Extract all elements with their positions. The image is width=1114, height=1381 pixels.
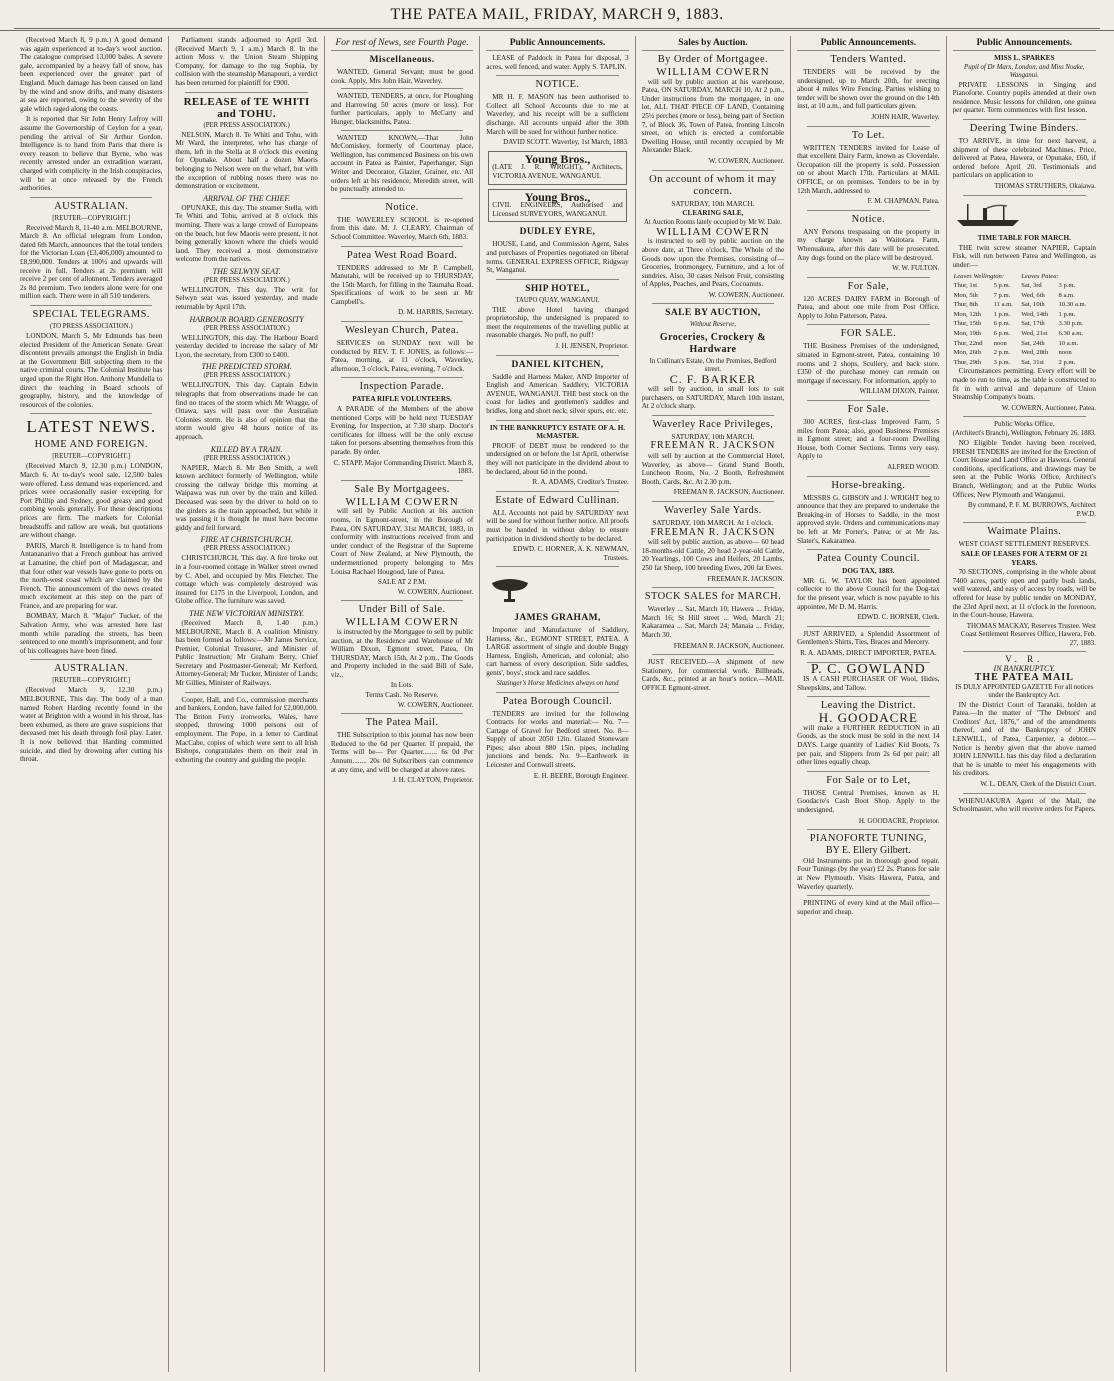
article-killed: KILLED BY A TRAIN. (PER PRESS ASSOCIATION.) NAPIER, March 8. Mr Ben Smith, a well known architect formerly of Wellington, while crossing the railway bridge this morning at Waipawa was run over by the train and killed. Deceased was seen by the driver to hold on to the girders as the train approached, but while it was passing it is thought he must have become giddy and fell forward. bbox=[175, 444, 318, 532]
ad-race-privileges: Waverley Race Privileges, SATURDAY, 10th MARCH. FREEMAN R. JACKSON will sell by auction at the Commercial Hotel, Waverley, as above— Grand Stand Booth, Luncheon Room, No. 2 Booth, Refreshment Booth, Cards, &c. At 2.30 p.m. FREEMAN R. JACKSON, Auctioneer. bbox=[641, 418, 785, 497]
timetable-cell: Wed, 28th bbox=[1021, 349, 1049, 357]
timetable-cell: 6 p.m. bbox=[993, 320, 1011, 328]
timetable-cell: Thur, 8th bbox=[953, 301, 978, 309]
ad-young-bros-engineers: Young Bros., CIVIL ENGINEERS, Authorised and Licensed SURVEYORS, WANGANUI. bbox=[488, 189, 626, 223]
ad-notice-school: Notice. THE WAVERLEY SCHOOL is re-opened from this date. M. J. CLEARY, Chairman of School Committee. Waverley, March 6th, 1883. bbox=[330, 201, 474, 241]
column-2 bbox=[169, 36, 324, 1372]
timetable-row bbox=[953, 329, 1096, 339]
timetable-cell: Wed, 14th bbox=[1021, 310, 1049, 318]
article-wool-auction: (Received March 8, 9 p.m.) A good demand was again experienced at to-day's wool auction. The catalogue comprised 13,000 bales. A severe gale, accompanied by a heavy fall of snow, has been experienced over the greater part of England. Much damage has been caused on land by the wind and snow drifts, and many disasters at sea are reported, owing to the severity of the gale which raged along the coasts. It is reported that Sir John Henry Lefroy will assume the Governorship of Ceylon for a year, pending the arrival of Sir Arthur Gordon. Intelligence is to hand from Paris that there is every reason to believe that Byrne, who was recently arrested under an extradition warrant, charged with complicity in the Irish conspiracies, will be at once released by the French authorities. bbox=[20, 36, 163, 193]
article-parliament: Parliament stands adjourned to April 3rd. (Received March 9, 1 a.m.) March 8. In the action Moss v. the Union Steam Shipping Company, for damage to the tug Sophia, by collision with the steamship Manapouri, a verdict has been returned for plaintiff for £900. bbox=[175, 36, 318, 87]
timetable-cell: Mon, 5th bbox=[953, 291, 978, 299]
timetable-cell: 10 a.m. bbox=[1058, 339, 1079, 347]
timetable-row bbox=[953, 358, 1096, 368]
ad-county-council: Patea County Council. DOG TAX, 1883. MR G. W. TAYLOR has been appointed collector to the above Council for the Dog-tax for the present year, which is now payable to his appointee, Mr D. M. Harris. EDWD. C. HORNER, Clerk. bbox=[797, 553, 940, 622]
timetable-cell: Sat, 24th bbox=[1021, 339, 1045, 347]
ad-just-received: JUST RECEIVED.—A shipment of new Stationery, for commercial work. Billheads, Cards, &c., printed at an hour's notice.—MAIL OFFICE Egmont-street. bbox=[641, 658, 785, 692]
timetable-row bbox=[953, 348, 1096, 358]
ad-estate-cullinan: Estate of Edward Cullinan. ALL Accounts not paid by SATURDAY next will be sued for without further notice. All proofs must be handed in without delay to ensure participation in dividend shortly to be declared. EDWD. C. HORNER, A. K. NEWMAN, Trustees. bbox=[486, 494, 629, 562]
timetable-cell: Sat, 17th bbox=[1021, 320, 1045, 328]
timetable-cell: 5 p.m. bbox=[993, 282, 1011, 290]
article-ministry: THE NEW VICTORIAN MINISTRY. (Received March 8, 1.40 p.m.) MELBOURNE, March 8. A coalition Ministry has been formed as follows:—Mr James Service, Premier, Colonial Treasurer, and Minister of Public Instruction; Mr Graham Berry, Chief Secretary and Postmaster-General; Mr Kerford, Attorney-General; Mr Tucker, Minister of Lands; Mr Gillies, Minister of Railways. bbox=[175, 608, 318, 688]
ad-gowland: P. C. GOWLAND IS A CASH PURCHASER OF Wool, Hides, Sheepskins, and Tallow. bbox=[797, 661, 940, 692]
column-3 bbox=[325, 36, 480, 1372]
ad-just-arrived: JUST ARRIVED, a Splendid Assortment of Gentlemen's Shirts, Ties, Braces and Mercery. R. A. ADAMS, DIRECT IMPORTER, PATEA. bbox=[797, 629, 940, 657]
column-5 bbox=[636, 36, 791, 1372]
timetable-cell: Mon, 12th bbox=[953, 310, 982, 318]
timetable-row bbox=[953, 300, 1096, 310]
timetable-cell: 10.30 a.m. bbox=[1058, 301, 1087, 309]
column-7-header: Public Announcements. bbox=[953, 36, 1096, 51]
article-arrival: ARRIVAL OF THE CHIEF. OPUNAKE, this day. The steamer Stella, with Te Whiti and Tohu, arrived at 8 o'clock this morning. There was a large crowd of Europeans on the beach, but few Maoris were present, it not being generally known where the chiefs would land. They received a most demonstrative welcome from the natives. bbox=[175, 193, 318, 264]
column-7 bbox=[947, 36, 1102, 1372]
ad-daniel-kitchen: DANIEL KITCHEN, Saddle and Harness Maker, AND Importer of English and American Saddlery, VICTORIA AVENUE, WANGANUI. THE best stock on the coast for ladies and gentlemen's saddles and bridles, long and short neck; silver spurs, etc. etc. bbox=[486, 359, 629, 416]
timetable-cell: 3 p.m. bbox=[993, 358, 1011, 366]
ad-waimate-plains: Waimate Plains. WEST COAST SETTLEMENT RESERVES. SALE OF LEASES FOR A TERM OF 21 YEARS. 70 SECTIONS, comprising in the whole about 7400 acres, partly open and partly bush lands, well watered, and easy of access by roads, will be offered for lease by public tender on MONDAY, the 23rd April next, at 11 o'clock in the forenoon, in the Court-house, Hawera. THOMAS MACKAY, Reserves Trustee. West Coast Settlement Reserves Office, Hawera, Feb. 27, 1883. bbox=[952, 526, 1096, 647]
column-4 bbox=[480, 36, 635, 1372]
ad-trespass-notice: Notice. ANY Persons trespassing on the property in my charge known as Waitotara Farm, Whenuakura, after this date will be prosecuted. Any dogs found on the place will be destroyed. W. W. FULTON. bbox=[797, 213, 940, 273]
timetable-cell: noon bbox=[993, 339, 1007, 347]
timetable-cell: Sat, 3rd bbox=[1021, 282, 1042, 290]
timetable-cell: Mon, 26th bbox=[953, 349, 982, 357]
article-selwyn: THE SELWYN SEAT. (PER PRESS ASSOCIATION.) WELLINGTON, This day. The writ for Selwyn seat was issued yesterday, and made returnable by April 17th. bbox=[175, 266, 318, 312]
timetable-row bbox=[953, 310, 1096, 320]
ad-james-graham: JAMES GRAHAM, Importer and Manufacturer of Saddlery, Harness, &c., EGMONT STREET, PATEA. A LARGE assortment of single and double Buggy Harness, English, American, and colonial; also cart harness of every description. Side saddles, gents', boys', stock and race saddles. Slazinger's Horse Medicines always on hand bbox=[486, 612, 629, 687]
timetable-cell: Wed, 21st bbox=[1021, 330, 1048, 338]
timetable-cell: 2 p.m. bbox=[993, 349, 1011, 357]
masthead: THE PATEA MAIL, FRIDAY, MARCH 9, 1883. bbox=[0, 0, 1114, 31]
ad-dudley-eyre: DUDLEY EYRE, HOUSE, Land, and Commission Agent, Sales and purchases of Properties negotiated on liberal terms. GENERAL EXPRESS OFFICE, Ridgway St, Wanganui. bbox=[486, 227, 629, 275]
ad-ship-hotel: SHIP HOTEL, TAUPO QUAY, WANGANUI. THE above Hotel having changed proprietorship, the undersigned is prepared to meet the requirements of the travelling public at reasonable charges. No puff, no puff! J. H. JENSEN, Proprietor. bbox=[486, 283, 629, 351]
ad-deering-twine: Deering Twine Binders. TO ARRIVE, in time for next harvest, a shipment of these celebrated Machines. Price, delivered at Patea, Hawera, or Opunake, £60, if ordered before April 20. Testimonials and particulars on application to THOMAS STRUTHERS, Okaiawa. bbox=[952, 122, 1096, 190]
ad-bill-of-sale: Under Bill of Sale. WILLIAM COWERN is instructed by the Mortgagee to sell by public auction, at the Residence and Warehouse of Mr William Dixon, Egmont street, Patea, On THURSDAY, March 15th, At 2 p.m., The Goods and Property included in the said Bill of Sale, viz., In Lots. Terms Cash. No Reserve. W. COWERN, Auctioneer. bbox=[330, 604, 474, 709]
article-commercial: Cooper, Hall, and Co., commission merchants and bankers, London, have failed for £2,000,000. The Briton Ferry ironworks, Wales, have stopped, throwing 1000 persons out of employment. The Pope, in a letter to Cardinal MacCabe, copies of which were sent to all Irish Bishops, congratulates them on their zeal in exhorting the country and guiding the people. bbox=[175, 695, 318, 764]
ad-rifle-volunteers: Inspection Parade. PATEA RIFLE VOLUNTEERS. A PARADE of the Members of the above mentioned Corps will be held next TUESDAY Evening, for Inspection, at 7.30 sharp. Doctor's certificates for illness will be the only excuse taken for persons absenting themselves from this parade. By order. C. STAPP, Major Commanding District. March 8, 1883. bbox=[330, 381, 474, 476]
ad-sale-mortgagees: Sale By Mortgagees. WILLIAM COWERN will sell by Public Auction at his auction rooms, in Egmont-street, in the Borough of Patea, ON SATURDAY, 31st MARCH, 1883, in conformity with instructions received from and under conduct of the Registrar of the Supreme Court of New Zealand, at New Plymouth, the undermentioned property belonging to Mrs Louisa Rachael Hougood, late of Patea. SALE AT 2 P.M. W. COWERN, Auctioneer. bbox=[330, 483, 474, 596]
ad-sale-yards: Waverley Sale Yards. SATURDAY, 10th MARCH. At 1 o'clock. FREEMAN R. JACKSON will sell by public auction, as above— 60 head 18-months-old Cattle, 20 head 2-year-old Cattle, 20 Yearlings, 100 Cows and Heifers, 20 Lambs, 250 fat Sheep, 100 breeding Ewes, 200 fat Ewes. FREEMAN R. JACKSON. bbox=[641, 505, 785, 583]
timetable-cell: Mon, 19th bbox=[953, 330, 982, 338]
heading-release: RELEASE of TE WHITI and TOHU. bbox=[183, 95, 310, 120]
article-australian: AUSTRALIAN. [REUTER—COPYRIGHT.] Received March 8, 11-40 a.m. MELBOURNE, March 8. An official telegram from London, dated 6th March, announces that the total tenders for the Victorian Loan (£3,406,000) amounted to £8,990,000. Tenders at 100½ and upwards will receive in full. Tenders at 2s premium will receive 2 per cent of allotment. Tenders averaged 2s 8d premium. Two tenders alone were for one million each. There were in all 510 tenderers. bbox=[20, 200, 163, 301]
ad-bankrupt-mcmaster: IN THE BANKRUPTCY ESTATE OF A. H. McMASTER. PROOF of DEBT must be rendered to the undersigned on or before the 1st April, otherwise they will not participate in the dividend about to be declared, about 6d in the pound. R. A. ADAMS, Creditor's Trustee. bbox=[486, 423, 629, 487]
timetable-cell: 11 a.m. bbox=[993, 301, 1013, 309]
heading-latest-news: LATEST NEWS. bbox=[26, 417, 157, 437]
column-4-header: Public Announcements. bbox=[486, 36, 628, 51]
column-3-header: For rest of News, see Fourth Page. bbox=[331, 36, 473, 51]
timetable-cell: 1 p.m. bbox=[993, 310, 1011, 318]
ad-leaving-district: Leaving the District. H. GOODACRE will make a FURTHER REDUCTION in all Goods, as the stock must be sold in the next 14 DAYS. Large quantity of Ladies' Kid Boots, 7s per pair, and Slippers from 2s 6d per pair; all other lines equally cheap. bbox=[797, 700, 940, 767]
article-australian-2: AUSTRALIAN. [REUTER—COPYRIGHT.] (Received March 9, 12.30 p.m.) MELBOURNE, This day. The body of a man named Robert Harding recently found in the water at Brighton with a wound in his throat, has been exhumed, as there are grave suspicions that deceased met his death through foul play. Later. It is now believed that Harding committed suicide, and died by drowning after cutting his throat. bbox=[20, 663, 163, 764]
ad-groceries-auction: SALE BY AUCTION, Without Reserve, Groceries, Crockery & Hardware In Cullinan's Estate, On the Premises, Bedford street. C. F. BARKER will sell by auction, in small lots to suit purchasers, on SATURDAY, March 10th instant, At 2 o'clock sharp. bbox=[641, 308, 785, 411]
timetable-cell: 2 p.m. bbox=[1058, 358, 1076, 366]
timetable-row bbox=[953, 281, 1096, 291]
timetable-cell: Thur, 15th bbox=[953, 320, 982, 328]
article-fire: FIRE AT CHRISTCHURCH. (PER PRESS ASSOCIATION.) CHRISTCHURCH, This day. A fire broke out in a four-roomed cottage in Walker street owned by C. Abel, and occupied by Mrs Fletcher. The cottage which was completely destroyed was insured for £175 in the Liverpool, London, and Globe office. The furniture was saved. bbox=[175, 535, 318, 606]
timetable-cell: noon bbox=[1058, 349, 1072, 357]
ad-miss-sparkes: MISS L. SPARKES Pupil of Dr Marx, London, and Miss Noake, Wanganui. PRIVATE LESSONS in Singing and Pianoforte. Country pupils attended at their own residence. Music lessons for children, one guinea per quarter. Term commences with first lesson. bbox=[952, 54, 1096, 115]
columns bbox=[14, 36, 1102, 1372]
heading-special-telegrams: SPECIAL TELEGRAMS. bbox=[32, 309, 150, 321]
timetable-cell: 3 p.m. bbox=[1058, 282, 1076, 290]
ad-mortgagee-sale: By Order of Mortgagee. WILLIAM COWERN will sell by public auction at his warehouse, Patea, ON SATURDAY, MARCH 10, At 2 p.m., Under instructions from the mortgagee, in one lot, ALL THAT PIECE OF LAND, Containing 25½ perches (more or less), being part of Section 7, of Block 36, Town of Patea, fronting Lincoln street, on which is erected a comfortable Dwelling House, until recently occupied by Mr Alexander Black. W. COWERN, Auctioneer. bbox=[641, 54, 785, 165]
timetable-cell: Thur, 22nd bbox=[953, 339, 983, 347]
column-6-header: Public Announcements. bbox=[797, 36, 939, 51]
timetable-row bbox=[953, 319, 1096, 329]
article-latest-news: LATEST NEWS. HOME AND FOREIGN. [REUTER—COPYRIGHT.] (Received March 9, 12.30 p.m.) LONDON, March 6. At to-day's wool sale, 12,500 bales were offered. Less demand was experienced, and prices were occasionally easier excepting for Port Phillip and Sydney, good greasy and good combing wools generally. For these descriptions prices are firm. The markets for Colonial breadstuffs and tallow are weak, but quotations are without change. PARIS, March 8. Intelligence is to hand from Antananarivo that a French gunboat has arrived at Lamatine, the chief port of Madagascar, and that four other war vessels have gone to ports on the north-west coast which are claimed by the French. The announcement of the news created much excitement at this step on the part of France, and are preparing for war. BOMBAY, March 8. "Major" Tucker, of the Salvation Army, who was arrested here last month while parading the streets, has been sentenced to one month's imprisonment, and four of his colleagues have been fined. bbox=[20, 417, 163, 655]
article-special-telegrams: SPECIAL TELEGRAMS. (TO PRESS ASSOCIATION.) LONDON, March 5. Mr Edmunds has been elected President of the American Senate. Great discontent prevails amongst the English in India at the Government Bill subjecting them to the native criminal courts. The Colonial Institute has urged upon the Right Hon. Anthony Mundella to direct the teaching in Board schools of geography, history, and the knowledge of resources of the colonies. bbox=[20, 309, 163, 409]
ad-notice-mason: NOTICE. MR H. F. MASON has been authorised to Collect all School Accounts due to me at Waverley, and his receipt will be a sufficient discharge. All accounts unpaid after the 30th March will be sued for without further notice. DAVID SCOTT. Waverley, 1st March, 1883. bbox=[486, 79, 629, 147]
ad-horse-breaking: Horse-breaking. MESSRS G. GIBSON and J. WRIGHT beg to announce that they are prepared to undertake the Breaking-in of Horses to Saddle, in the most approved style. Orders and communications may be left at Mr Porter's, Patea; or at Mr Jas. Slater's, Kakaramea. bbox=[797, 479, 940, 545]
ad-piano-tuning: PIANOFORTE TUNING, BY E. Ellery Gilbert. Old Instruments put in thorough good repair. Four Tunings (by the year) £2 2s. Pianos for sale at New Plymouth. Visits Hawera, Patea, and Waverley quarterly. bbox=[797, 833, 940, 891]
ad-bankruptcy: V. R. IN BANKRUPTCY. THE PATEA MAIL IS DULY APPOINTED GAZETTE For all notices under the Bankruptcy Act. IN the District Court of Taranaki, holden at Patea.—In the matter of "The Debtors' and Creditors' Act, 1876," and of the amendments thereof, and of the Bankruptcy of JOHN LENWILL, of Patea, Carpenter, a debtor.—Notice is hereby given that the above named JOHN LENWILL has this day filed a declaration that he is unable to meet his engagements with his creditors. W. L. DEAN, Clerk of the District Court. bbox=[952, 654, 1096, 788]
steamer-illustration bbox=[953, 202, 1023, 228]
ad-300-acres: For Sale. 300 ACRES, first-class Improved Farm, 5 miles from Patea; also, good Business Premises in Egmont street; and a four-room Dwelling House, both Corner Sections. Terms very easy. Apply to ALFRED WOOD. bbox=[797, 404, 940, 471]
timetable: Leaves Wellington: Leaves Patea: Thur, 1st 5 p.m. Sat, 3rd 3 p.m. Mon, 5th 7 p.m. Wed, 6th 8 a.m. Thur, 8th 11 a.m. Sat, 10th 10.30 a.m. Mon, 12th 1 p.m. Wed, 14th 1 p.m. Thur, 15th 6 p.m. Sat, 17th 3.30 p.m. Mon, 19th 6 p.m. Wed, 21st 6.30 a.m. Thur, 22nd noon Sat, 24th 10 a.m. Mon, 26th 2 p.m. Wed, 28th noon Thur, 29th 3 p.m. Sat, 31st 2 p.m. bbox=[953, 272, 1096, 368]
ad-patea-mail: The Patea Mail. THE Subscription to this journal has now been Reduced to the 6d per Quarter. If prepaid, the Terms will be— Per Quarter........ 6s 0d Per Annum........ 20s 0d Subscribers can commence at any time, and will be charged at above rates. J. H. CLAYTON, Proprietor. bbox=[330, 717, 474, 785]
timetable-cell: Wed, 6th bbox=[1021, 291, 1045, 299]
timetable-row bbox=[953, 339, 1096, 349]
timetable-body bbox=[953, 281, 1096, 367]
timetable-cell: Thur, 29th bbox=[953, 358, 982, 366]
article-storm: THE PREDICTED STORM. (PER PRESS ASSOCIATION.) WELLINGTON, This day. Captain Edwin telegraphs that from observations made he can find no traces of the storm which Mr Wragge, of Ottawa, says will pass over the Australian Colonies storm. He is also of opinion that the storm would give 48 hours notice of its approach. bbox=[175, 362, 318, 441]
ad-sale-or-let: For Sale or to Let, THOSE Central Premises, known as H. Goodacre's Cash Boot Shop. Apply to the undersigned, H. GOODACRE, Proprietor. bbox=[797, 774, 940, 825]
article-harbour: HARBOUR BOARD GENEROSITY (PER PRESS ASSOCIATION.) WELLINGTON, this day. The Harbour Board yesterday decided to increase the salary of Mr Lyon, the secretary, from £300 to £400. bbox=[175, 314, 318, 359]
timetable-cell: 1 p.m. bbox=[1058, 310, 1076, 318]
saddle-illustration bbox=[486, 573, 534, 603]
timetable-cell: 8 a.m. bbox=[1058, 291, 1075, 299]
ad-to-let: To Let. WRITTEN TENDERS invited for Lease of that excellent Dairy Farm, known as Cloverdale. Occupation till the property is sold. Possession on or about March 17th. Particulars at MAIL OFFICE, or on premises. Tenders to be in by 12th March, addressed to F. M. CHAPMAN, Patea. bbox=[797, 129, 940, 206]
ad-road-board: Patea West Road Board. TENDERS addressed to Mr P. Campbell, Manutahi, will be received up to THURSDAY, the 15th March, for filling in the Taumaha Road. Specifications of work to be seen at Mr Campbell's. D. M. HARRIS, Secretary. bbox=[330, 249, 474, 317]
timetable-cell: Sat, 31st bbox=[1021, 358, 1044, 366]
timetable-cell: 7 p.m. bbox=[993, 291, 1011, 299]
ad-tenders-wanted: Tenders Wanted. TENDERS will be received by the undersigned, up to March 20th, for erecting about 4 miles Wire Fencing. Parties wishing to tender will be shown over the ground on the 14th inst, at 10 a.m., and full particulars given. JOHN HAIR, Waverley. bbox=[797, 54, 940, 121]
timetable-row bbox=[953, 291, 1096, 301]
timetable-cell: 3.30 p.m. bbox=[1058, 320, 1084, 328]
ad-wesleyan: Wesleyan Church, Patea. SERVICES on SUNDAY next will be conducted by REV. T. F. JONES, as follows:— Patea, morning, at 11 o'clock, Waverley, afternoon, 3 o'clock, Patea, evening, 7 o'clock. bbox=[330, 325, 474, 373]
ad-whenuakura-agent: WHENUAKURA Agent of the Mail, the Schoolmaster, who will receive orders for Papers. bbox=[952, 796, 1096, 814]
ad-time-table: TIME TABLE FOR MARCH. THE twin screw steamer NAPIER, Captain Fisk, will run between Patea and Wellington, as under:— Leaves Wellington: Leaves Patea: Thur, 1st 5 p.m. Sat, 3rd 3 p.m. Mon, 5th 7 p.m. Wed, 6th 8 a.m. Thur, 8th 11 a.m. Sat, 10th 10.30 a.m. Mon, 12th 1 p.m. Wed, 14th 1 p.m. Thur, 15th 6 p.m. Sat, 17th 3.30 p.m. Mon, 19th 6 p.m. Wed, 21st 6.30 a.m. Thur, 22nd noon Sat, 24th 10 a.m. Mon, 26th 2 p.m. Wed, 28th noon Thur, 29th 3 p.m. Sat, 31st 2 p.m. Circumstances permitting. Every effort will be made to run to time, as the table is constructed to fit in with arrival and departure of Union Steamship Company's boats. W. COWERN, Auctioneer, Patea. bbox=[952, 234, 1096, 412]
column-6 bbox=[791, 36, 946, 1372]
heading-miscellaneous: Miscellaneous. bbox=[369, 55, 435, 65]
heading-australian: AUSTRALIAN. bbox=[54, 200, 129, 212]
column-1 bbox=[14, 36, 169, 1372]
heading-home-foreign: HOME AND FOREIGN. bbox=[34, 439, 148, 451]
timetable-cell: 6.30 a.m. bbox=[1058, 330, 1084, 338]
ad-business-premises: FOR SALE. THE Business Premises of the undersigned, situated in Egmont-street, Patea, containing 10 rooms and 2 shops, Scullery, and back store. £350 of the purchase money can remain on mortgage if necessary. For information, apply to WILLIAM DIXON, Painter. bbox=[797, 328, 940, 396]
ad-borough-council: Patea Borough Council. TENDERS are invited for the following Contracts for works and material:— No. 7—Cartage of Gravel for Bedford street. No. 8—Supply of about 2050 12in. Glazed Stoneware Pipes; also about 880 15in. pipes, including junctions and bends. No. 9—Earthwork in Leicester and Cornwall streets. E. H. BEERE, Borough Engineer. bbox=[486, 695, 629, 780]
timetable-cell: Sat, 10th bbox=[1021, 301, 1045, 309]
ad-dairy-farm: For Sale, 120 ACRES DAIRY FARM in Borough of Patea, and about one mile from Post Office. Apply to John Patterson, Patea. bbox=[797, 280, 940, 320]
section-miscellaneous: Miscellaneous. WANTED, General Servant; must be good cook. Apply, Mrs John Hair, Waverley. WANTED, TENDERS, at once, for Ploughing and Harrowing 50 acres (more or less). For further particulars, apply to McCarty and Hunger, blacksmiths, Patea. WANTED KNOWN,—That John McComiskey, formerly of Courtenay place, Wellington, has commenced Business on his own account in Patea as Painter, Paperhanger, Sign Writer and Decorator, Glazier, Grainer, etc. All orders left at his residence, Meredith street, will be punctually attended to. bbox=[330, 55, 474, 194]
ad-printing: PRINTING of every kind at the Mail office—superior and cheap. bbox=[797, 899, 940, 916]
heading-australian-2: AUSTRALIAN. bbox=[54, 663, 129, 675]
article-release-te-whiti: RELEASE of TE WHITI and TOHU. (PER PRESS ASSOCIATION.) NELSON, March 8. Te Whiti and Tohu, with Mr Ward, the interpreter, who has charge of them, left in the Stella at 8 o'clock this evening for Opunake. About half a dozen Maoris belonging to Nelson were on the wharf, but with the exception of rubbing noses there was no demonstration or excitement. bbox=[175, 95, 318, 191]
timetable-cell: Thur, 1st bbox=[953, 282, 978, 290]
ad-young-bros-architects: Young Bros., (LATE J. R. WRIGHT), Architects, VICTORIA AVENUE, WANGANUI. bbox=[488, 151, 626, 185]
ad-stock-sales: STOCK SALES for MARCH. Waverley ... Sat, March 10; Hawera ... Friday, March 16; St Hill street ... Wed, March 21; Kakaramea ... Sat, March 24; Manaia ... Friday, March 30. FREEMAN R. JACKSON, Auctioneer. bbox=[641, 591, 785, 650]
ad-public-works: Public Works Office, (Architect's Branch), Wellington, February 26, 1883. NO Eligible Tender having been received, FRESH TENDERS are invited for the Erection of Court House and Land Office at Hawera. General conditions, specifications, and drawings may be seen at the Public Works Office, Architect's Branch, Wellington; and at the Public Works Offices, New Plymouth and Wanganui. By command, P. F. M. BURROWS, Architect P.W.D. bbox=[952, 420, 1097, 518]
column-5-header: Sales by Auction. bbox=[642, 36, 784, 51]
ad-lease-paddock: LEASE of Paddock in Patea for disposal, 3 acres, well fenced, and water. Apply S. TAPLIN. bbox=[486, 54, 629, 71]
ad-clearing-sale: On account of whom it may concern. SATURDAY, 10th MARCH. CLEARING SALE, At Auction Rooms lately occupied by Mr W. Dale. WILLIAM COWERN is instructed to sell by public auction on the above date, at Three o'clock, The Whole of the Goods now upon the Premises, consisting of— Groceries, Ironmongery, Furniture, and a lot of sundries. Also, 30 cases Nelson Fruit, consisting of Apples, Peaches, and Pears, Cocoanuts. W. COWERN, Auctioneer. bbox=[641, 173, 785, 299]
timetable-cell: 6 p.m. bbox=[993, 330, 1011, 338]
